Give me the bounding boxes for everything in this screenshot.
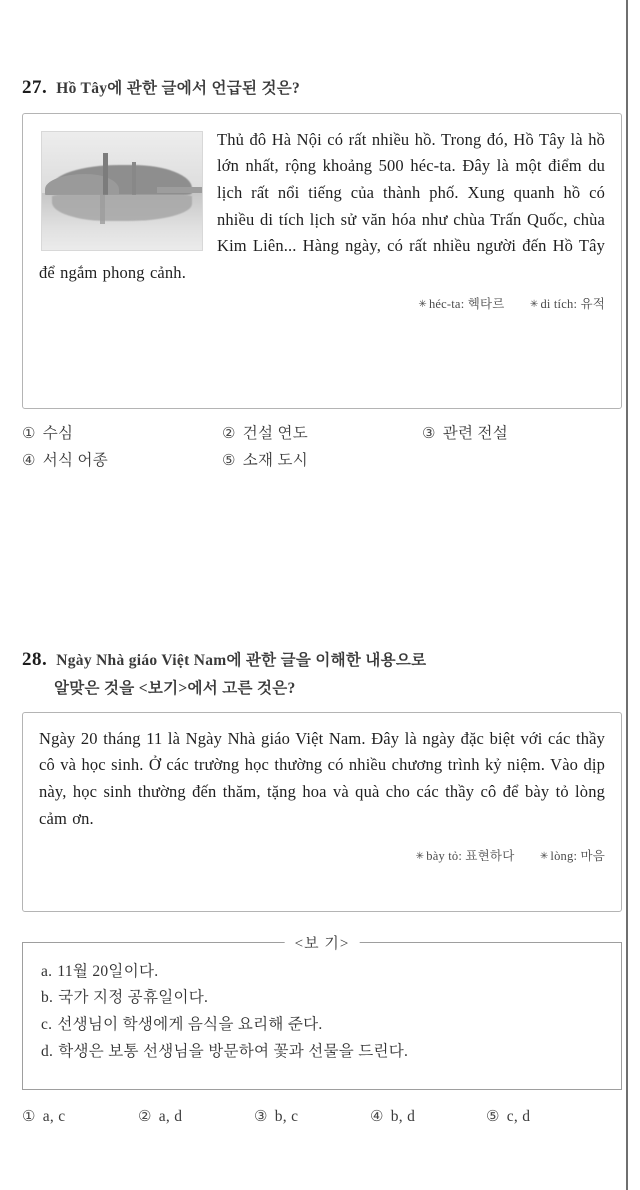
note-term: di tích <box>540 296 574 311</box>
note-gloss: 유적 <box>580 296 605 311</box>
choice-marker: ⑤ <box>222 452 236 469</box>
choice-row <box>22 448 622 470</box>
bogi-text: 선생님이 학생에게 음식을 요리해 준다. <box>57 1015 323 1033</box>
choice-marker: ② <box>222 425 236 442</box>
question-28-number: 28. <box>22 649 48 670</box>
note-star-icon: ✳ <box>539 851 549 863</box>
question-28-notes <box>39 832 605 864</box>
choice-4[interactable] <box>22 448 222 470</box>
choice-label: b, d <box>390 1107 416 1125</box>
question-27-choices <box>22 421 622 470</box>
bogi-tag: b. <box>41 989 54 1007</box>
choice-marker: ③ <box>254 1108 268 1125</box>
bogi-item-c <box>41 1012 603 1039</box>
choice-label: 서식 어종 <box>42 451 109 469</box>
choice-2[interactable] <box>222 421 422 443</box>
choice-marker: ① <box>22 1108 36 1125</box>
choice-marker: ④ <box>22 452 36 469</box>
note-item: ✳ bày tỏ: 표현하다 <box>415 849 515 864</box>
note-star-icon: ✳ <box>529 298 539 310</box>
choice-marker: ④ <box>370 1108 384 1125</box>
question-27-passage-text: Thủ đô Hà Nội có rất nhiều hồ. Trong đó, Hồ Tây là hồ lớn nhất, rộng khoảng 500 héc-ta. Đây là một điểm du lịch rất nổi tiếng của thành phố. Xung quanh hồ có nhiều di tích lịch sử văn hóa như chùa Trấn Quốc, chùa Kim Liên... Hàng ngày, có rất nhiều người đến Hồ Tây để ngắm phong cảnh. <box>39 129 605 283</box>
bogi-item-a <box>41 959 603 986</box>
choice-label: 건설 연도 <box>242 424 309 442</box>
question-28-prompt-line1: Ngày Nhà giáo Việt Nam에 관한 글을 이해한 내용으로 <box>56 652 427 669</box>
bogi-text: 11월 20일이다. <box>57 962 159 980</box>
question-28-heading <box>22 646 622 674</box>
choice-label: a, c <box>42 1107 66 1125</box>
photo-reflection-tower <box>100 195 105 223</box>
bogi-text: 국가 지정 공휴일이다. <box>58 989 209 1007</box>
question-27-number: 27. <box>22 77 48 98</box>
bogi-item-b <box>41 985 603 1012</box>
note-term: lòng <box>550 849 574 864</box>
photo-pagoda-tower <box>103 153 108 195</box>
question-28-prompt-line2: 알맞은 것을 <보기>에서 고른 것은? <box>54 679 296 697</box>
choice-3[interactable] <box>254 1107 370 1126</box>
note-star-icon: ✳ <box>418 298 427 310</box>
choice-3[interactable] <box>422 421 622 443</box>
bogi-text: 학생은 보통 선생님을 방문하여 꽃과 선물을 드린다. <box>58 1042 409 1060</box>
note-gloss: 마음 <box>580 849 605 864</box>
note-item: ✳ di tích: 유적 <box>529 296 605 311</box>
choice-label: 소재 도시 <box>242 451 309 469</box>
bogi-item-d <box>41 1039 603 1066</box>
question-27-prompt: Hồ Tây에 관한 글에서 언급된 것은? <box>56 80 301 97</box>
choice-1[interactable] <box>22 421 222 443</box>
note-gloss: 헥타르 <box>467 296 505 311</box>
question-27-heading <box>22 74 622 102</box>
photo-pagoda-tower-secondary <box>132 162 136 195</box>
note-item: ✳ héc-ta: 헥타르 <box>418 296 505 311</box>
question-28-passage-text: Ngày 20 tháng 11 là Ngày Nhà giáo Việt Nam. Đây là ngày đặc biệt với các thầy cô và học sinh. Ở các trường học thường có nhiều chương trình kỷ niệm. Vào dịp này, học sinh thường đến thăm, tặng hoa và quà cho các thầy cô để bày tỏ lòng cảm ơn. <box>39 728 605 828</box>
question-28-choices <box>22 1107 622 1126</box>
bogi-tag: c. <box>41 1015 53 1033</box>
question-28 <box>22 646 622 1131</box>
choice-5[interactable] <box>486 1107 602 1126</box>
note-gloss: 표현하다 <box>465 849 515 864</box>
question-27-notes <box>39 287 605 312</box>
choice-4[interactable] <box>370 1107 486 1126</box>
choice-label: 관련 전설 <box>442 424 509 442</box>
choice-row <box>22 421 622 443</box>
choice-marker: ② <box>138 1108 152 1125</box>
question-27-passage-box <box>22 113 622 409</box>
note-term: bày tỏ <box>426 849 459 864</box>
choice-label: a, d <box>158 1107 183 1125</box>
choice-label: 수심 <box>42 424 74 442</box>
bogi-tag: d. <box>41 1042 54 1060</box>
choice-label: c, d <box>506 1107 531 1125</box>
choice-label: b, c <box>274 1107 299 1125</box>
choice-marker: ① <box>22 425 36 442</box>
choice-marker: ⑤ <box>486 1108 500 1125</box>
photo-far-bank <box>157 187 202 193</box>
choice-5[interactable] <box>222 448 422 470</box>
bogi-tag: a. <box>41 962 53 980</box>
choice-2[interactable] <box>138 1107 254 1126</box>
note-star-icon: ✳ <box>415 851 425 863</box>
note-term: héc-ta <box>428 296 461 311</box>
bogi-label: <보 기> <box>285 932 360 953</box>
choice-row <box>22 1107 622 1126</box>
question-28-passage-box <box>22 712 622 912</box>
choice-1[interactable] <box>22 1107 138 1126</box>
lake-photo <box>41 131 203 251</box>
note-item: ✳ lòng: 마음 <box>539 849 605 864</box>
choice-marker: ③ <box>422 425 436 442</box>
bogi-box <box>22 935 622 1090</box>
question-27 <box>22 74 622 475</box>
